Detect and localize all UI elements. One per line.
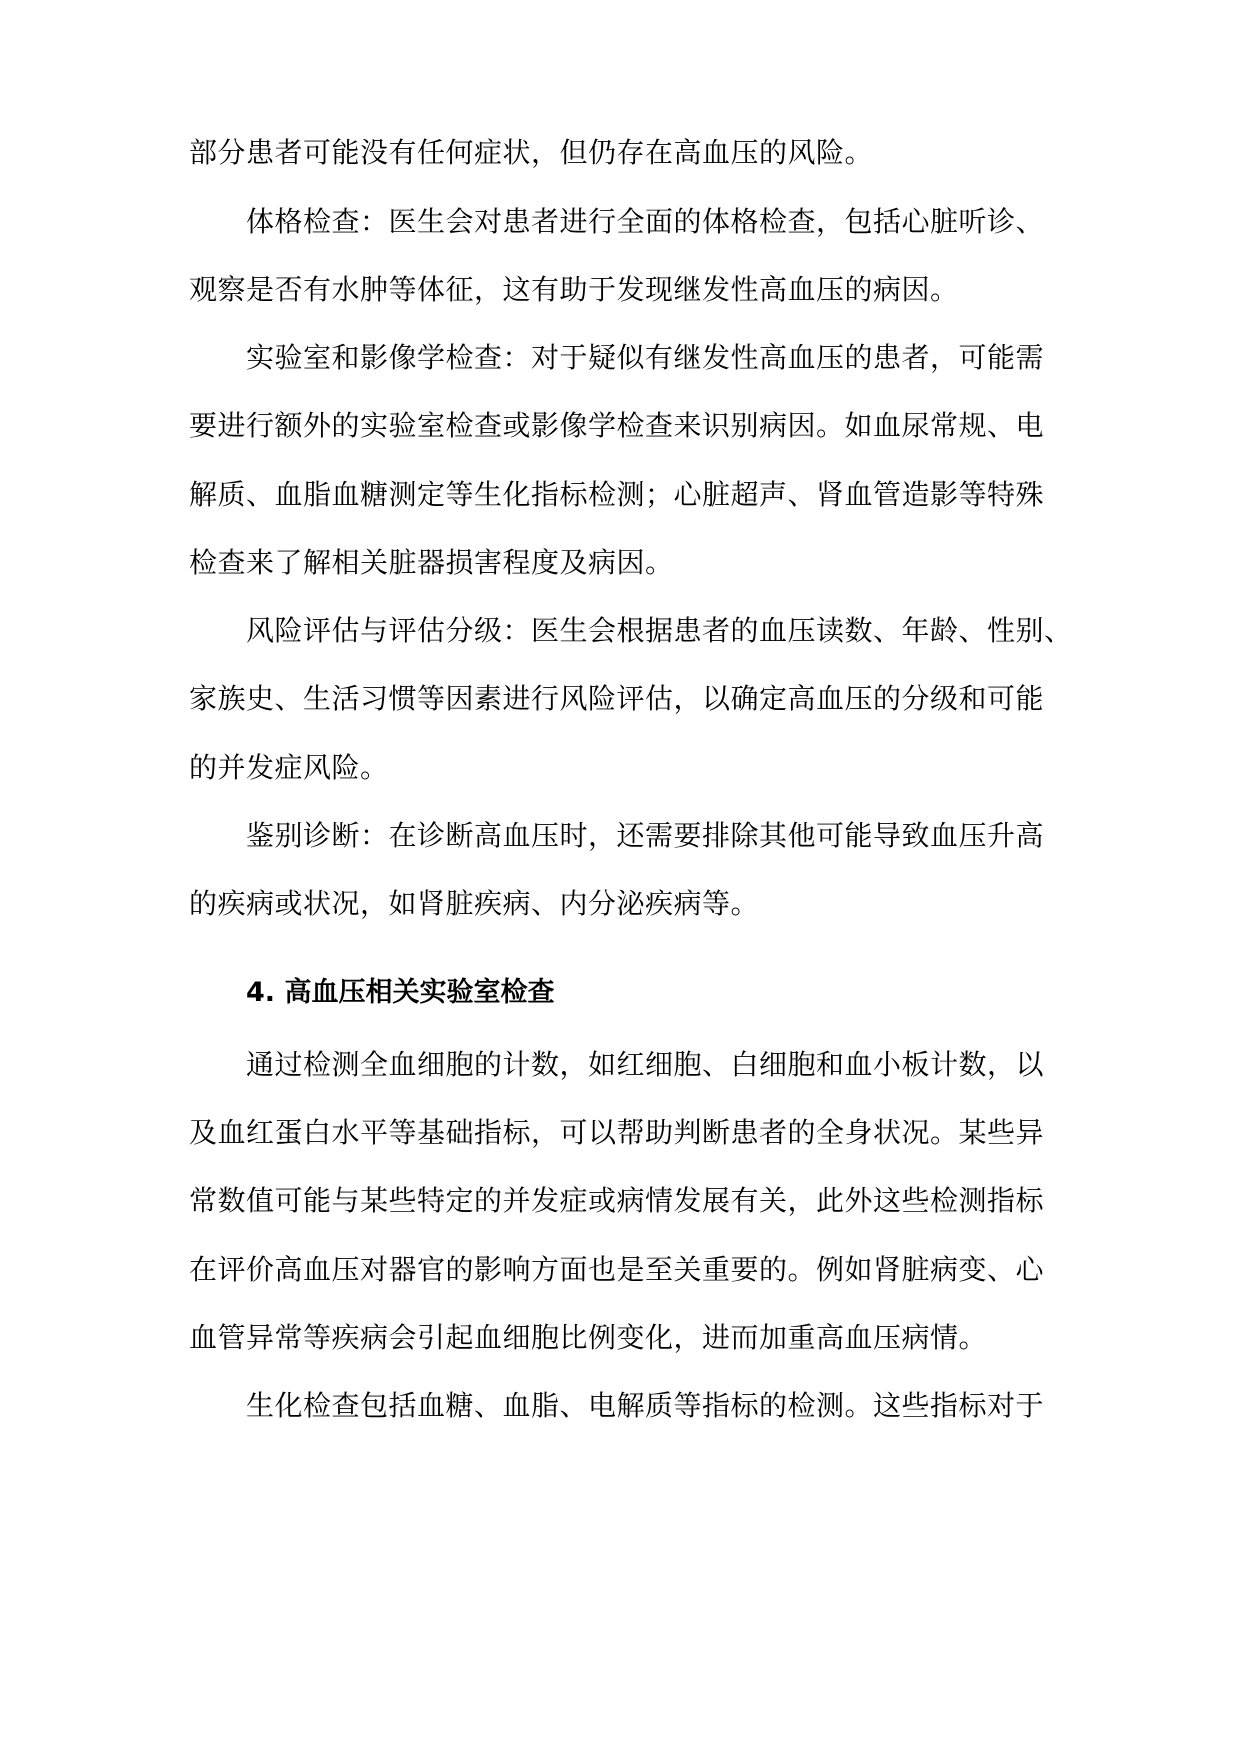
paragraph-line: 通过检测全血细胞的计数，如红细胞、白细胞和血小板计数，以 xyxy=(246,1048,1045,1081)
paragraph-line: 血管异常等疾病会引起血细胞比例变化，进而加重高血压病情。 xyxy=(189,1321,988,1354)
paragraph-line: 部分患者可能没有任何症状，但仍存在高血压的风险。 xyxy=(189,136,874,169)
paragraph-line: 风险评估与评估分级：医生会根据患者的血压读数、年龄、性别、 xyxy=(246,614,1073,647)
paragraph-line: 生化检查包括血糖、血脂、电解质等指标的检测。这些指标对于 xyxy=(246,1389,1045,1422)
paragraph-line: 家族史、生活习惯等因素进行风险评估，以确定高血压的分级和可能 xyxy=(189,682,1045,715)
paragraph-line: 实验室和影像学检查：对于疑似有继发性高血压的患者，可能需 xyxy=(246,341,1045,374)
paragraph-line: 检查来了解相关脏器损害程度及病因。 xyxy=(189,546,674,579)
paragraph-line: 的疾病或状况，如肾脏疾病、内分泌疾病等。 xyxy=(189,887,760,920)
section-heading: 4. 高血压相关实验室检查 xyxy=(246,977,555,1008)
paragraph-line: 及血红蛋白水平等基础指标，可以帮助判断患者的全身状况。某些异 xyxy=(189,1116,1045,1149)
paragraph-line: 常数值可能与某些特定的并发症或病情发展有关，此外这些检测指标 xyxy=(189,1184,1045,1217)
paragraph-line: 观察是否有水肿等体征，这有助于发现继发性高血压的病因。 xyxy=(189,273,959,306)
paragraph-line: 鉴别诊断：在诊断高血压时，还需要排除其他可能导致血压升高 xyxy=(246,819,1045,852)
paragraph-line: 的并发症风险。 xyxy=(189,751,389,784)
paragraph-line: 在评价高血压对器官的影响方面也是至关重要的。例如肾脏病变、心 xyxy=(189,1253,1045,1286)
paragraph-line: 解质、血脂血糖测定等生化指标检测；心脏超声、肾血管造影等特殊 xyxy=(189,478,1045,511)
paragraph-line: 要进行额外的实验室检查或影像学检查来识别病因。如血尿常规、电 xyxy=(189,409,1045,442)
paragraph-line: 体格检查：医生会对患者进行全面的体格检查，包括心脏听诊、 xyxy=(246,205,1045,238)
